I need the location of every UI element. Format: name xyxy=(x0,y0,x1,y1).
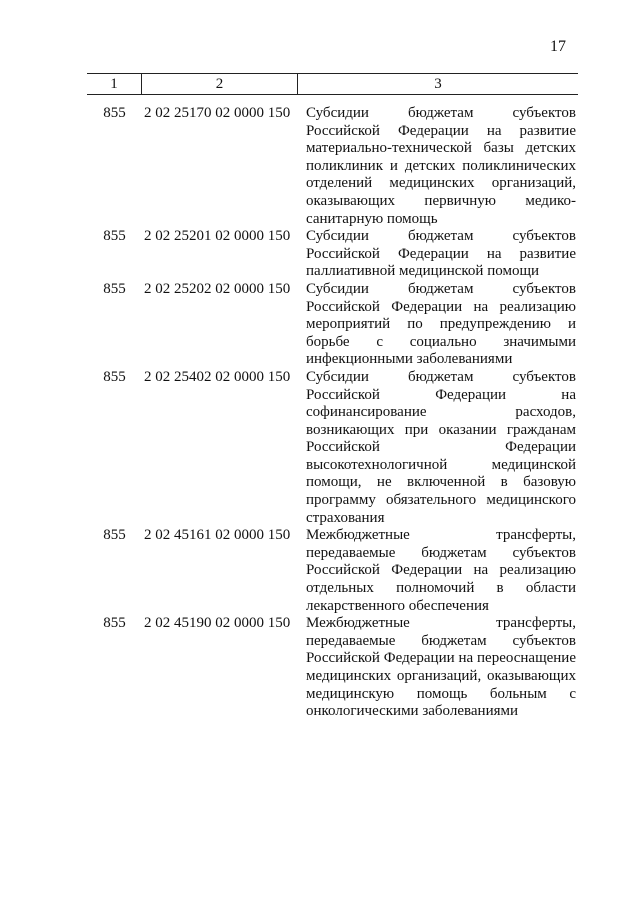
budget-code: 2 02 45190 02 0000 150 xyxy=(144,615,291,632)
table-row xyxy=(87,527,578,615)
admin-code: 855 xyxy=(103,105,126,121)
row-description: Субсидии бюджетам субъектов Российской Федерации на реализацию мероприятий по предупреждению и борьбе с социально значимыми инфекционными заболеваниями xyxy=(306,280,576,368)
budget-code: 2 02 25402 02 0000 150 xyxy=(144,368,291,385)
row-description: Субсидии бюджетам субъектов Российской Федерации на развитие паллиативной медицинской помощи xyxy=(306,228,576,280)
admin-code: 855 xyxy=(103,280,126,297)
table-body xyxy=(87,105,578,721)
header-col-3: 3 xyxy=(434,75,442,92)
budget-code: 2 02 25202 02 0000 150 xyxy=(144,280,291,297)
admin-code: 855 xyxy=(103,368,126,385)
row-description: Субсидии бюджетам субъектов Российской Федерации на развитие материально-технической базы детских поликлиник и детских поликлинических отделений медицинских организаций, оказывающих первичную медико-санитарную помощь xyxy=(306,105,576,227)
table-header xyxy=(87,73,578,95)
page-number: 17 xyxy=(550,38,566,55)
admin-code: 855 xyxy=(103,228,126,245)
table-row xyxy=(87,281,578,369)
header-col-1: 1 xyxy=(87,74,142,94)
budget-code: 2 02 25170 02 0000 150 xyxy=(144,105,291,121)
header-col-2: 2 xyxy=(142,74,298,94)
table-row xyxy=(87,615,578,721)
row-description: Субсидии бюджетам субъектов Российской Федерации на софинансирование расходов, возникающих при оказании гражданам Российской Федерации высокотехнологичной медицинской помощи, не включенной в базовую программу обязательного медицинского страхования xyxy=(306,368,576,526)
row-description: Межбюджетные трансферты, передаваемые бюджетам субъектов Российской Федерации на реализацию отдельных полномочий в области лекарственного обеспечения xyxy=(306,527,576,614)
budget-code: 2 02 25201 02 0000 150 xyxy=(144,228,291,245)
budget-code: 2 02 45161 02 0000 150 xyxy=(144,527,291,544)
admin-code: 855 xyxy=(103,615,126,632)
row-description: Межбюджетные трансферты, передаваемые бюджетам субъектов Российской Федерации на переоснащение медицинских организаций, оказывающих медицинскую помощь больным с онкологическими заболеваниями xyxy=(306,615,576,720)
table-row xyxy=(87,369,578,527)
table-row xyxy=(87,228,578,281)
table-row xyxy=(87,105,578,228)
admin-code: 855 xyxy=(103,527,126,544)
